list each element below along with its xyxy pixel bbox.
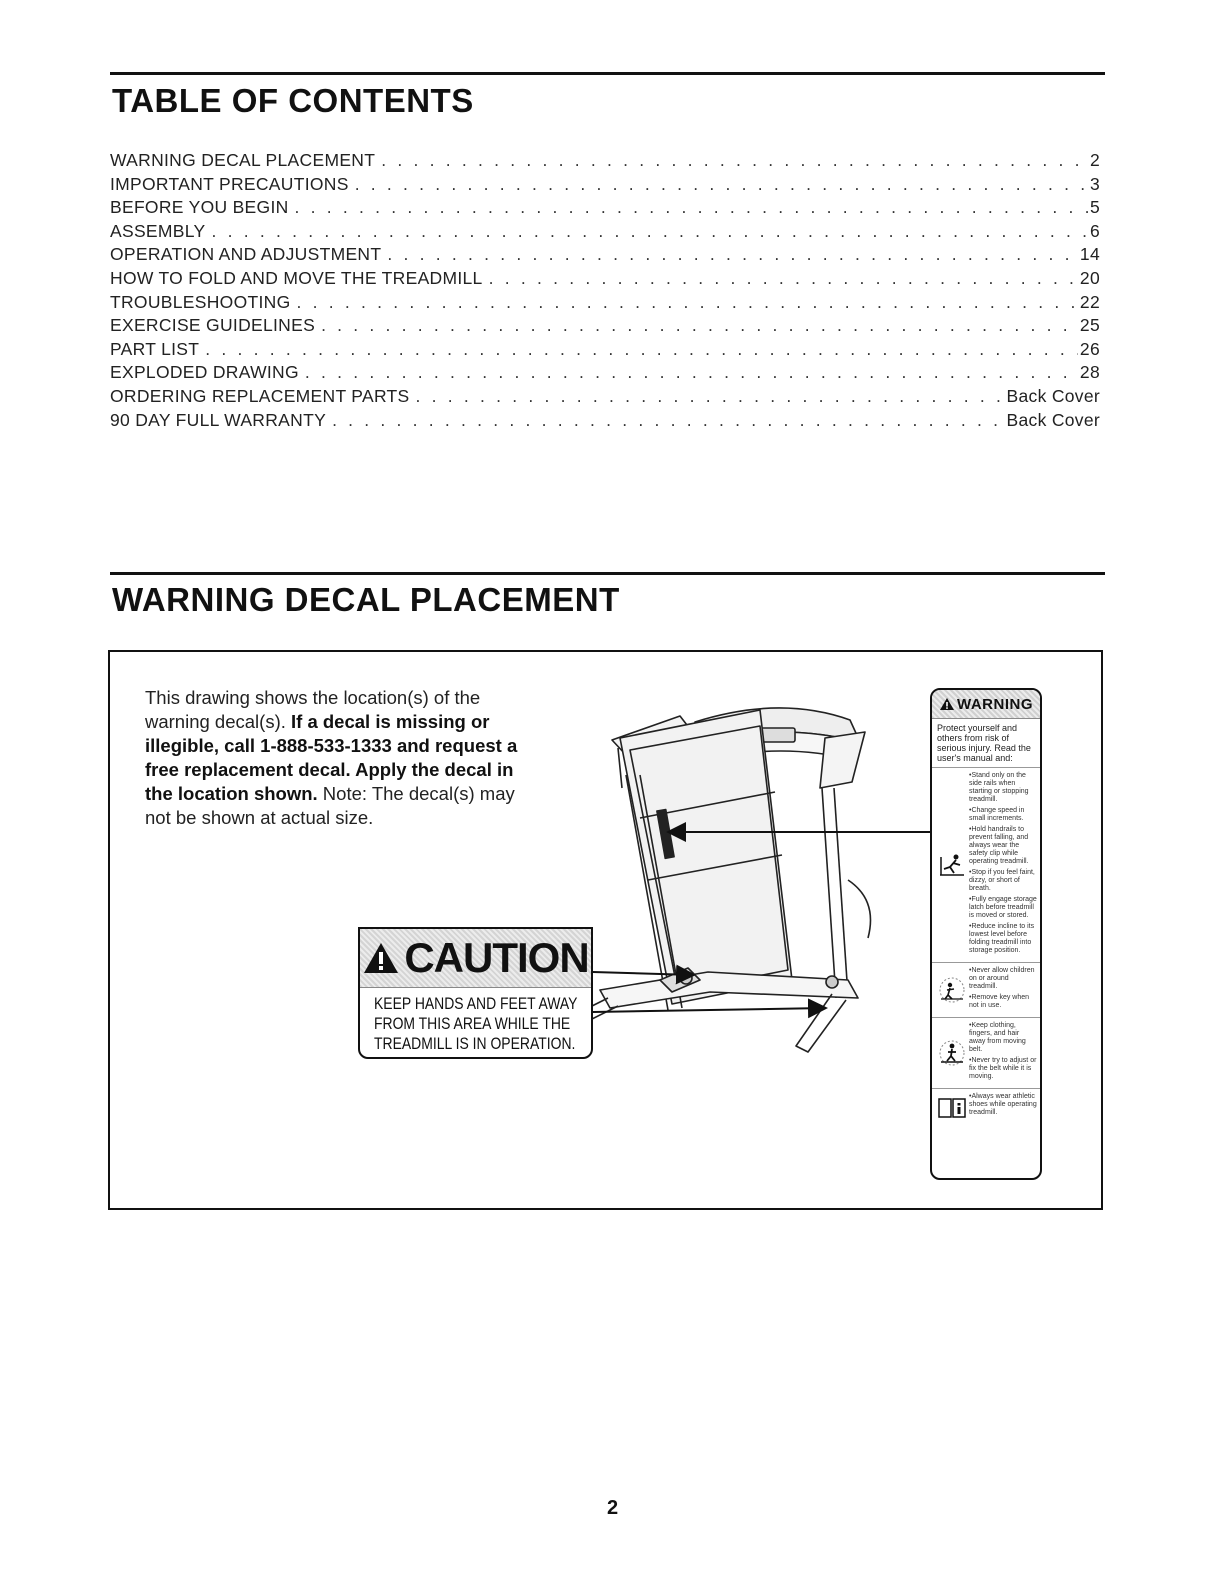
toc-entry-title: EXERCISE GUIDELINES [110,315,316,336]
warning-triangle-icon [939,697,955,711]
manual-info-icon [935,1093,969,1120]
warning-list-3 [969,1022,1037,1084]
toc-entry-title: TROUBLESHOOTING [110,291,291,312]
toc-dot-leader [205,339,1078,360]
toc-dot-leader [355,174,1088,195]
toc-entry-page: 20 [1079,267,1100,288]
warning-group-4 [932,1088,1040,1124]
toc-entry [110,339,1100,363]
toc-dot-leader [381,150,1088,171]
toc-dot-leader [297,292,1078,313]
warning-decal-title: WARNING [957,695,1033,713]
toc-entry-title: IMPORTANT PRECAUTIONS [110,173,349,194]
intro-text-plain-2: Note: The decal(s) may not be shown at actual size. [145,783,515,828]
warning-group-3 [932,1017,1040,1088]
toc-entry-page: 25 [1079,315,1100,336]
warning-decal-header [932,690,1040,719]
warning-item: •Never try to adjust or fix the belt while it is moving. [969,1057,1037,1080]
toc-top-rule [110,72,1105,75]
toc-entry-page: 6 [1089,220,1100,241]
toc-entry-page: 22 [1079,291,1100,312]
toc-entry-title: ORDERING REPLACEMENT PARTS [110,385,410,406]
caution-line: FROM THIS AREA WHILE THE [374,1014,571,1033]
toc-entry-page: 3 [1089,173,1100,194]
warning-item: •Change speed in small increments. [969,807,1025,822]
toc-entry [110,292,1100,316]
toc-dot-leader [489,268,1078,289]
toc-dot-leader [387,244,1078,265]
toc-entry-page: 28 [1079,362,1100,383]
toc-entry [110,362,1100,386]
toc-dot-leader [332,410,1004,431]
intro-text-plain-1: This drawing shows the location(s) of the warning decal(s). [145,687,481,732]
toc-dot-leader [211,221,1088,242]
toc-entry-title: OPERATION AND ADJUSTMENT [110,244,382,265]
decal-heading: WARNING DECAL PLACEMENT [112,581,620,618]
toc-entry-title: BEFORE YOU BEGIN [110,197,289,218]
fall-hazard-icon [935,772,969,958]
toc-entry-page: Back Cover [1006,409,1100,430]
toc-entry-title: PART LIST [110,338,200,359]
entanglement-icon [935,1022,969,1084]
toc-entry-page: 2 [1089,150,1100,170]
warning-decal-intro: Protect yourself and others from risk of serious injury. Read the user's manual and: [937,723,1031,763]
toc-dot-leader [416,386,1005,407]
toc-heading: TABLE OF CONTENTS [112,82,474,119]
caution-decal-body [360,988,591,1054]
warning-item: •Stand only on the side rails when starting or stopping treadmill. [969,772,1029,803]
warning-item: •Stop if you feel faint, dizzy, or short of breath. [969,869,1035,892]
toc-entry [110,315,1100,339]
warning-list-1 [969,772,1037,958]
toc-entry [110,244,1100,268]
toc-entry [110,174,1100,198]
toc-entry [110,150,1100,174]
toc-entry-title: WARNING DECAL PLACEMENT [110,150,376,170]
decal-top-rule [110,572,1105,575]
toc-entry-title: ASSEMBLY [110,220,206,241]
caution-decal-header [360,929,591,988]
warning-item: •Always wear athletic shoes while operating treadmill. [969,1093,1037,1116]
warning-triangle-icon [362,941,400,975]
toc-entry-title: 90 DAY FULL WARRANTY [110,409,327,430]
warning-item: •Hold handrails to prevent falling, and always wear the safety clip while operating treadmill. [969,826,1029,865]
caution-decal [358,927,593,1059]
toc-entry-page: Back Cover [1006,385,1100,406]
intro-text-bold: If a decal is missing or illegible, call 1-888-533-1333 and request a free replacement decal. Apply the decal in the location shown. [145,711,518,804]
toc-entry [110,268,1100,292]
warning-item: •Remove key when not in use. [969,994,1030,1009]
caution-decal-title: CAUTION [404,934,589,981]
children-warning-icon [935,967,969,1013]
caution-line: KEEP HANDS AND FEET AWAY [374,994,578,1013]
caution-line: TREADMILL IS IN OPERATION. [374,1034,576,1053]
warning-item: •Never allow children on or around treadmill. [969,967,1035,990]
warning-decal [930,688,1042,1180]
toc-entry-page: 5 [1089,197,1100,218]
toc-entry [110,197,1100,221]
warning-item: •Reduce incline to its lowest level before folding treadmill into storage position. [969,923,1035,954]
warning-list-2 [969,967,1037,1013]
toc-entry-title: EXPLODED DRAWING [110,362,299,383]
toc-entry-page: 14 [1079,244,1100,265]
decal-intro-text [145,686,545,830]
toc-entry [110,410,1100,434]
toc-entry [110,386,1100,410]
warning-list-4 [969,1093,1037,1120]
toc-dot-leader [305,362,1078,383]
treadmill-drawing [560,680,940,1070]
toc-dot-leader [295,197,1088,218]
warning-group-2 [932,962,1040,1017]
toc-entry-title: HOW TO FOLD AND MOVE THE TREADMILL [110,267,483,288]
warning-item: •Fully engage storage latch before treadmill is moved or stored. [969,896,1037,919]
warning-group-1 [932,767,1040,962]
page-number: 2 [606,1497,619,1519]
warning-item: •Keep clothing, fingers, and hair away from moving belt. [969,1022,1026,1053]
toc-dot-leader [321,315,1078,336]
toc-entry-page: 26 [1079,338,1100,359]
toc-entry [110,221,1100,245]
toc-list [110,150,1100,433]
